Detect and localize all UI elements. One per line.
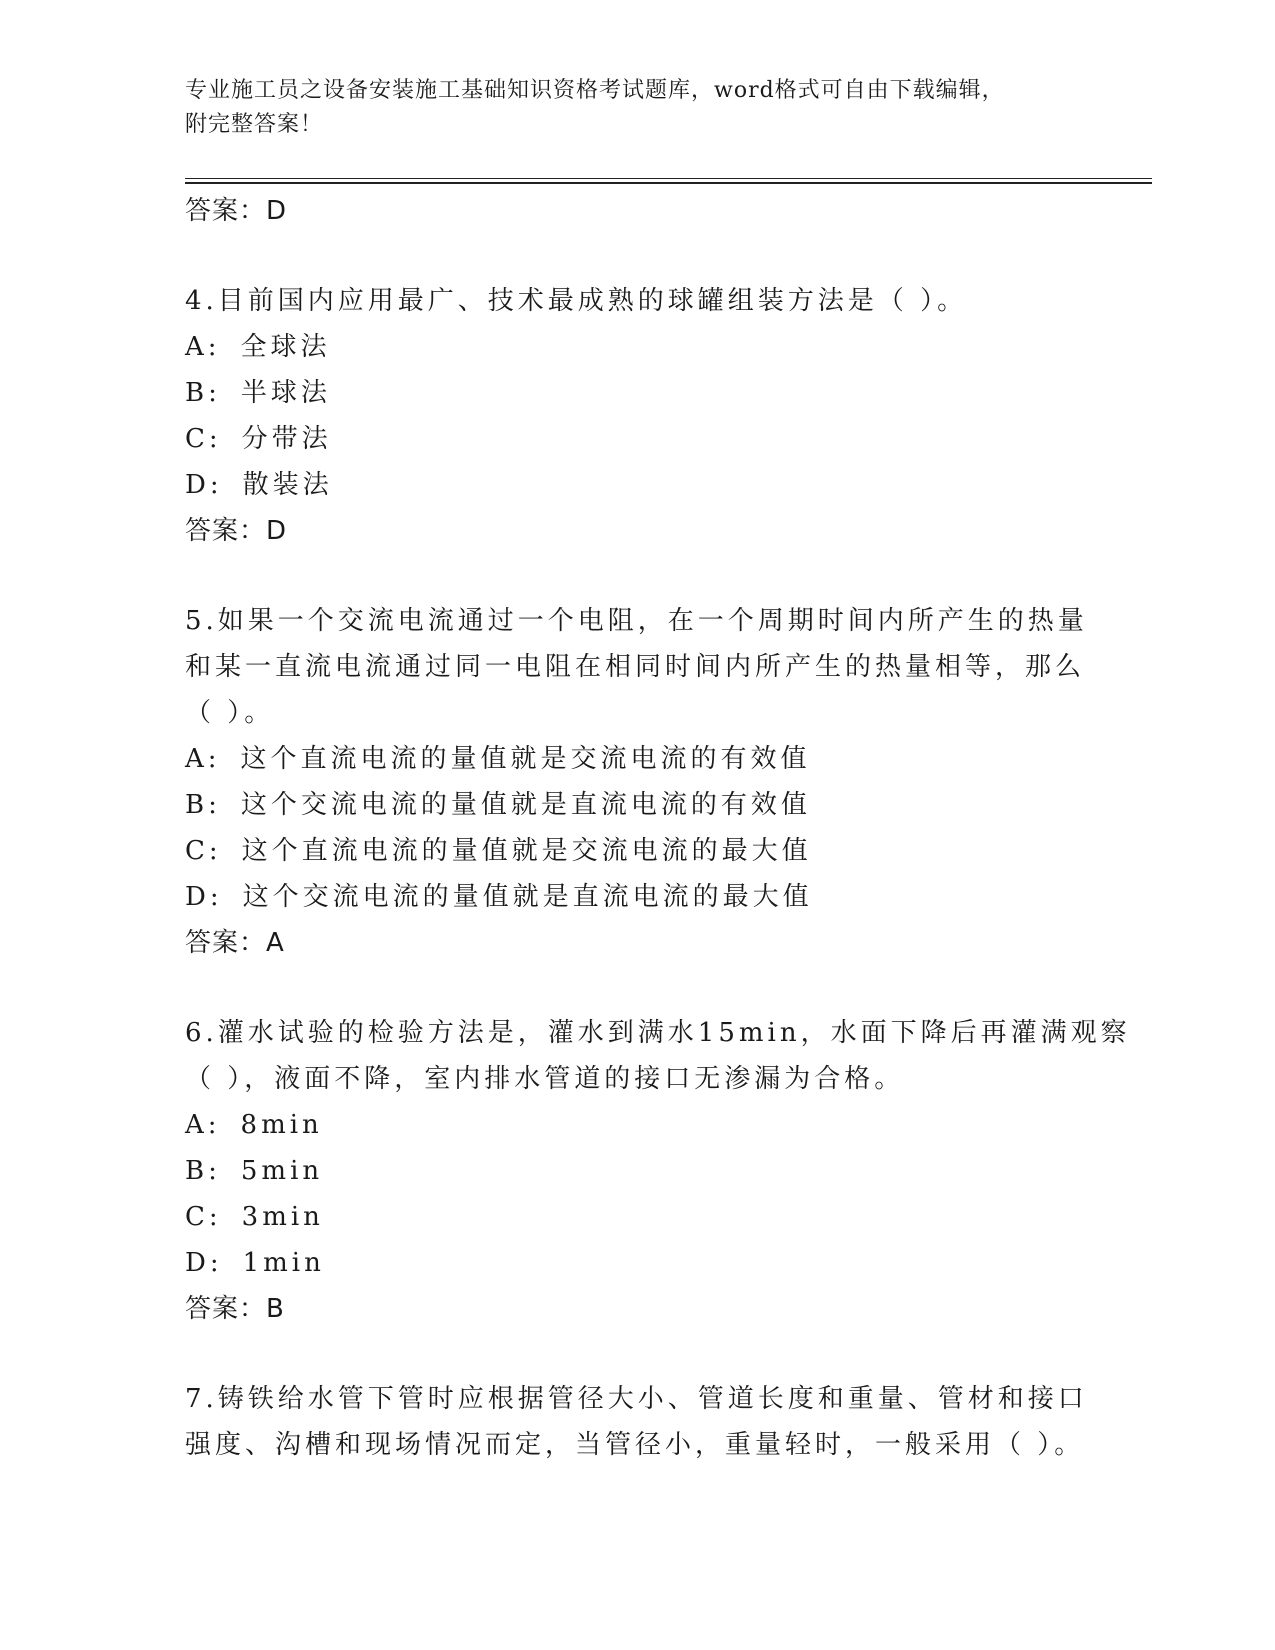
option-text: 1min [242,1248,325,1278]
question-stem: （ ）。 [185,698,275,728]
header-rule-thick [185,182,1152,184]
option-c [185,828,1085,874]
header-rule-thin [185,178,1152,179]
answer-line: 答案：D [185,516,288,546]
option-c [185,1194,1085,1240]
answer-line: 答案：A [185,928,285,958]
option-key: C: [185,836,222,866]
option-a [185,324,1085,370]
option-text: 这个交流电流的量值就是直流电流的有效值 [240,790,811,820]
option-key: D: [185,882,223,912]
question-block [185,1376,1088,1468]
option-b [185,782,1085,828]
option-b [185,1148,1085,1194]
spacer [185,234,1085,278]
option-key: B: [185,1156,221,1186]
option-key: B: [185,378,221,408]
question-stem: 5.如果一个交流电流通过一个电阻，在一个周期时间内所产生的热量 [185,606,1088,636]
option-text: 分带法 [241,424,332,454]
option-key: C: [185,1202,222,1232]
question-stem: 和某一直流电流通过同一电阻在相同时间内所产生的热量相等，那么 [185,652,1086,682]
option-key: C: [185,424,222,454]
option-d [185,1240,1085,1286]
option-text: 5min [240,1156,324,1186]
option-key: D: [185,1248,223,1278]
option-a [185,1102,1085,1148]
option-key: A: [185,332,221,362]
question-block [185,598,1088,966]
option-text: 全球法 [240,332,331,362]
question-stem: 7.铸铁给水管下管时应根据管径大小、管道长度和重量、管材和接口 [185,1384,1088,1414]
question-stem: （ ），液面不降，室内排水管道的接口无渗漏为合格。 [185,1064,905,1094]
question-list [185,188,1131,1468]
option-key: A: [185,1110,221,1140]
question-stem: 强度、沟槽和现场情况而定，当管径小，重量轻时，一般采用（ ）。 [185,1430,1085,1460]
option-text: 这个交流电流的量值就是直流电流的最大值 [242,882,813,912]
option-key: D: [185,470,223,500]
option-text: 8min [240,1110,323,1140]
answer-line: 答案：D [185,196,288,226]
option-text: 半球法 [240,378,331,408]
question-stem: 6.灌水试验的检验方法是，灌水到满水15min，水面下降后再灌满观察 [185,1018,1131,1048]
option-b [185,370,1085,416]
question-block [185,1010,1131,1332]
option-text: 这个直流电流的量值就是交流电流的最大值 [241,836,812,866]
option-text: 散装法 [242,470,333,500]
header-line-1: 专业施工员之设备安装施工基础知识资格考试题库，word格式可自由下载编辑， [185,78,1005,103]
option-key: B: [185,790,221,820]
option-c [185,416,1085,462]
option-text: 这个直流电流的量值就是交流电流的有效值 [240,744,811,774]
spacer [185,1332,1085,1376]
option-d [185,462,1085,508]
option-text: 3min [241,1202,324,1232]
header-line-2: 附完整答案！ [185,112,324,137]
question-stem: 4.目前国内应用最广、技术最成熟的球罐组装方法是（ ）。 [185,286,968,316]
option-key: A: [185,744,221,774]
option-a [185,736,1085,782]
question-block [185,278,1085,554]
spacer [185,554,1085,598]
answer-line: 答案：B [185,1294,285,1324]
option-d [185,874,1085,920]
spacer [185,966,1085,1010]
document-header [185,74,1085,142]
